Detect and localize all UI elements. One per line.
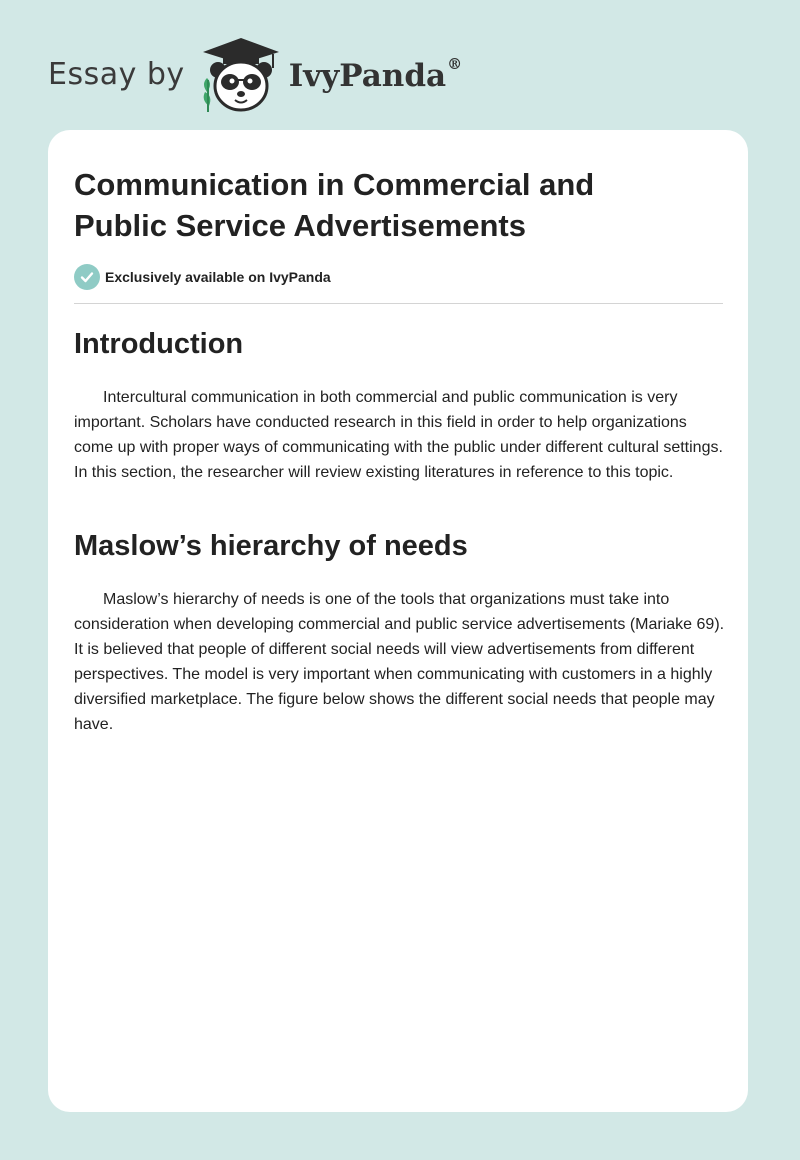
brand-logo-text[interactable] bbox=[288, 54, 463, 94]
exclusive-label: Exclusively available on IvyPanda bbox=[105, 269, 331, 285]
exclusive-badge bbox=[74, 264, 331, 290]
page-title: Communication in Commercial and Public Service Advertisements bbox=[74, 167, 595, 243]
section-paragraph-maslow: Maslow’s hierarchy of needs is one of the tools that organizations must take into consideration when developing commercial and public service advertisements (Mariake 69). It is believed that people of different social needs will view advertisements from different perspectives. The model is very important when communicating with customers in a highly diversified marketplace. The figure below shows the different social needs that people may have. bbox=[74, 591, 725, 733]
essay-by-label: Essay by bbox=[48, 56, 185, 92]
panda-graduate-icon[interactable] bbox=[199, 34, 283, 114]
registered-mark: ® bbox=[447, 54, 463, 73]
site-header bbox=[48, 34, 462, 114]
section-heading-maslow: Maslow’s hierarchy of needs bbox=[74, 530, 468, 562]
essay-card bbox=[48, 130, 748, 1112]
check-icon bbox=[74, 264, 100, 290]
section-paragraph-introduction: Intercultural communication in both commercial and public communication is very important. Scholars have conducted research in this field in order to help organizations come up with proper ways of communicating with the public under different cultural settings. In this section, the researcher will review existing literatures in reference to this topic. bbox=[74, 389, 723, 481]
brand-name: IvyPanda bbox=[288, 58, 447, 94]
section-heading-introduction: Introduction bbox=[74, 328, 244, 360]
divider bbox=[74, 303, 723, 304]
